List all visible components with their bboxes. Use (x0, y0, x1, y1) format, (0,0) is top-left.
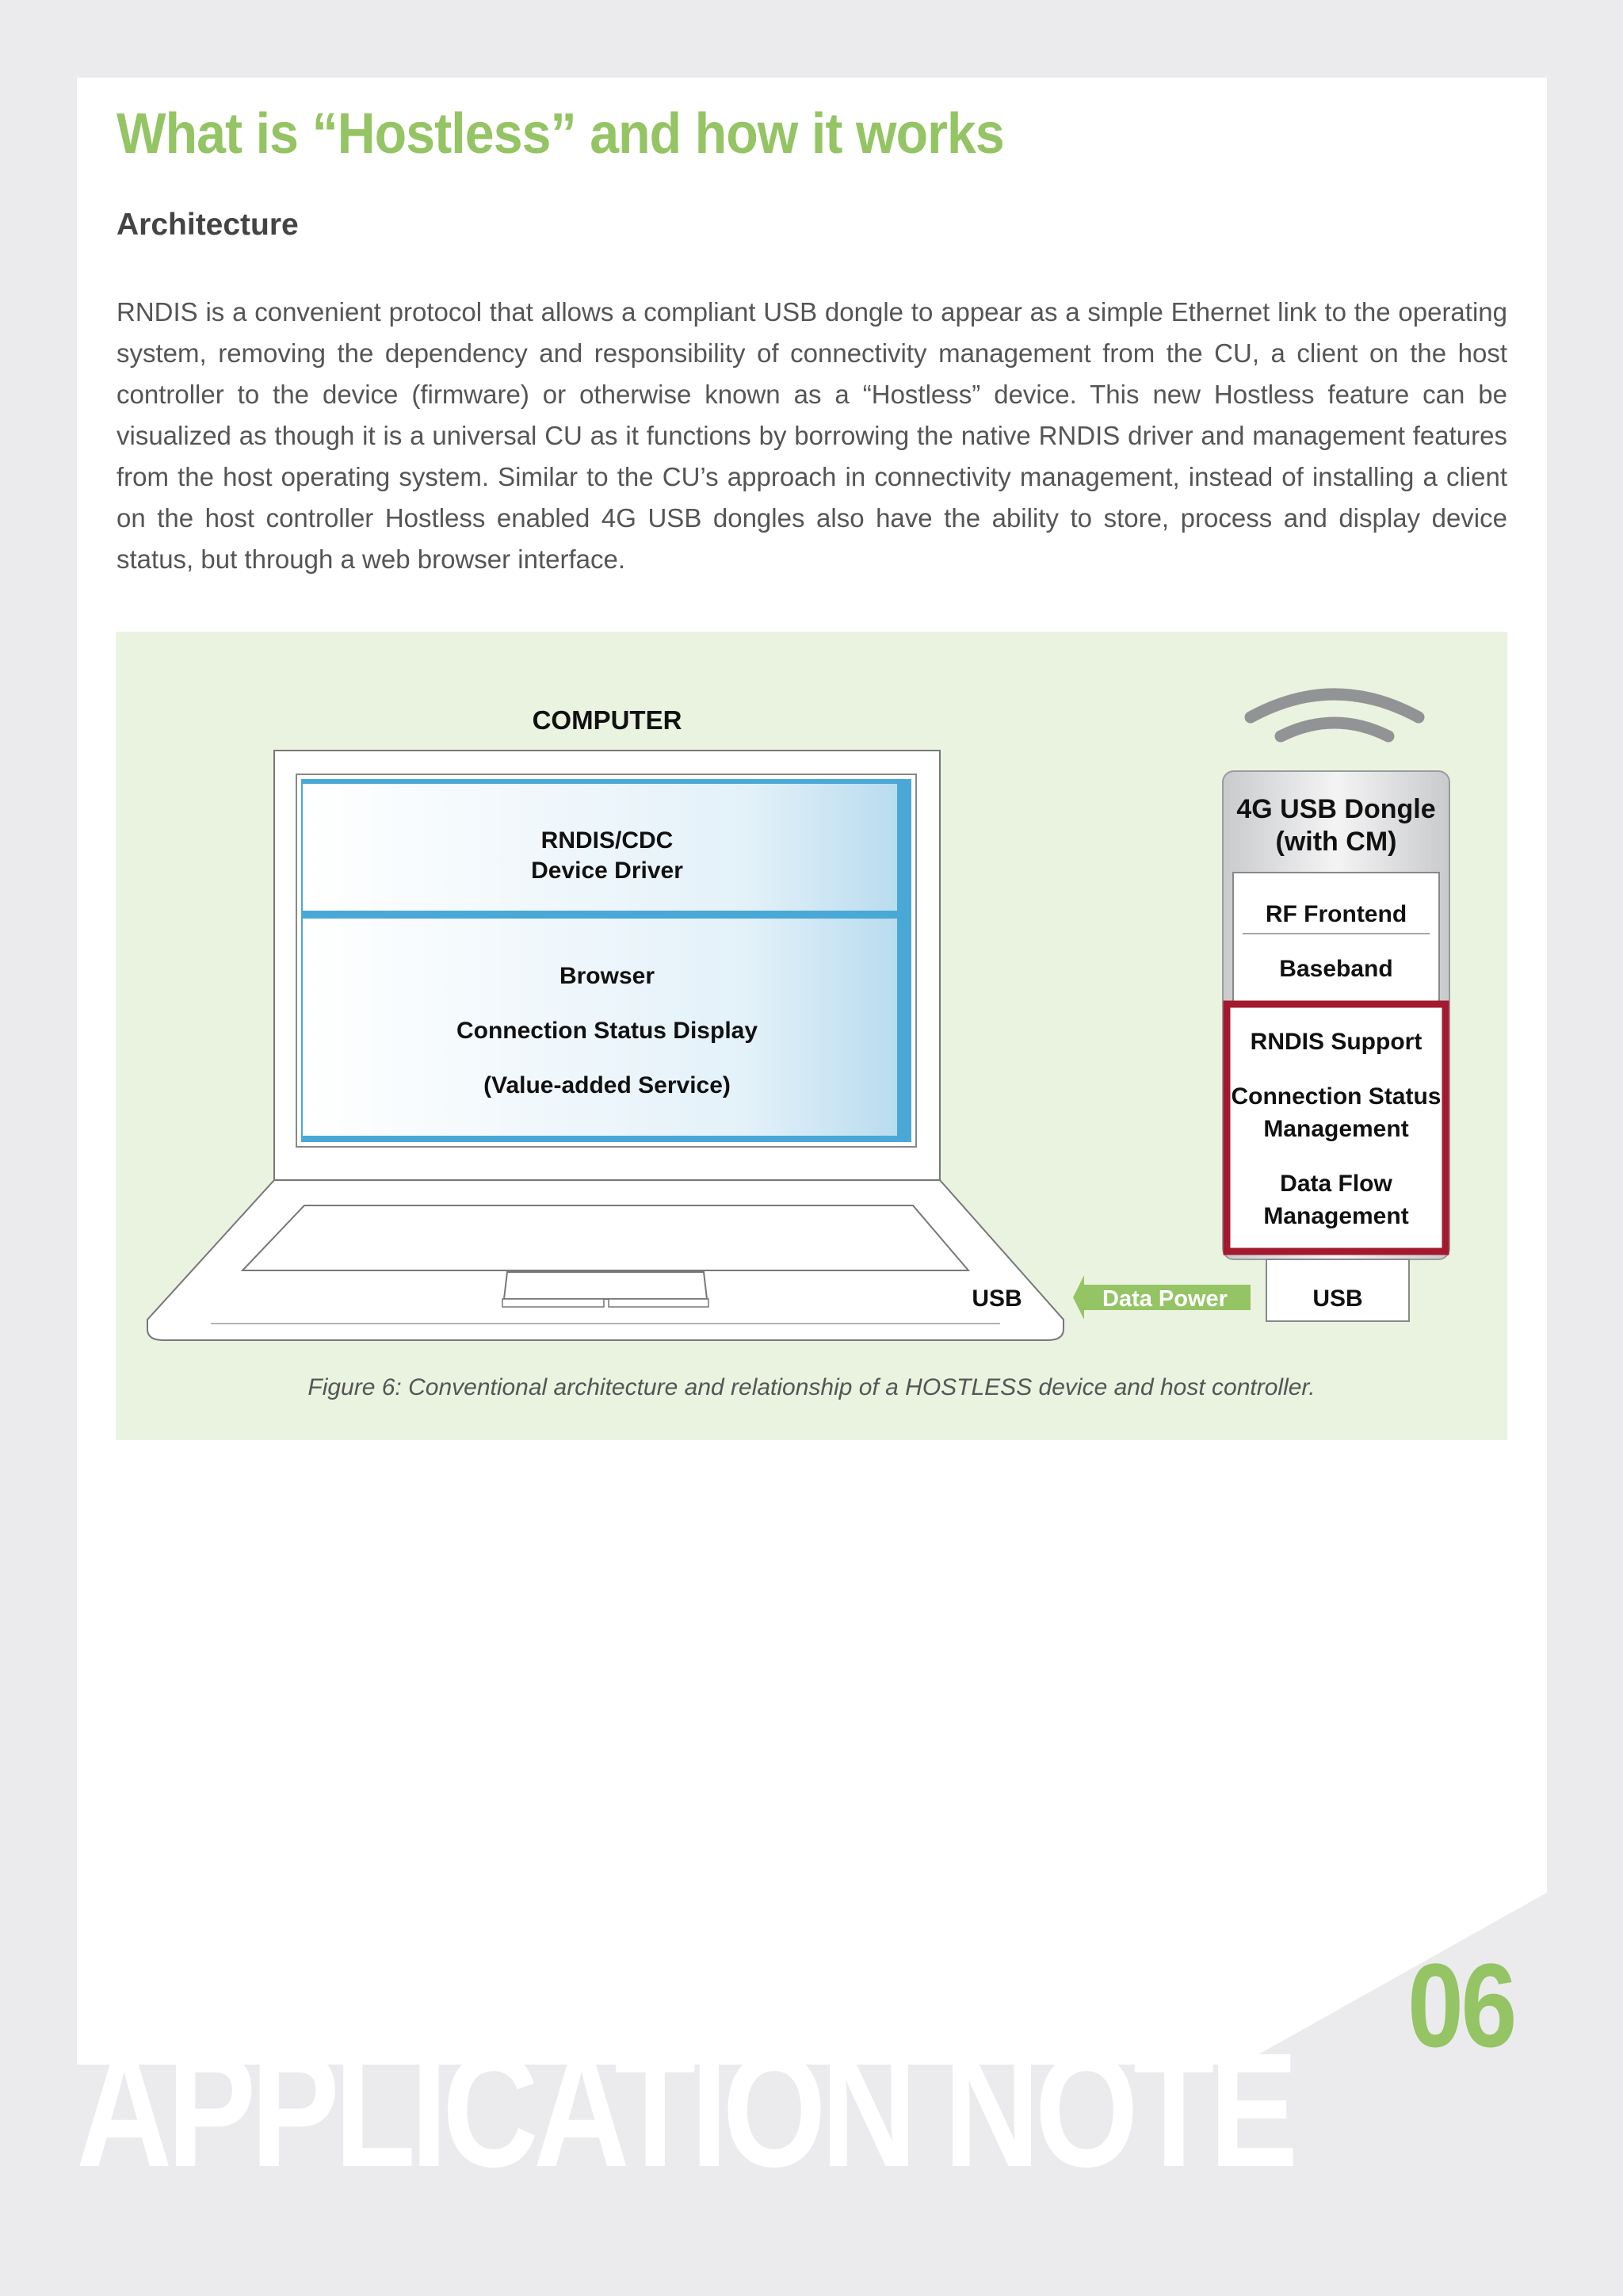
body-paragraph: RNDIS is a convenient protocol that allows a compliant USB dongle to appear as a simple Ethernet link to the operating system, removing the dependency and responsibility of connectivity management from the CU, a client on the host controller to the device (firmware) or otherwise known as a “Hostless” device. This new Hostless feature can be visualized as though it is a universal CU as it functions by borrowing the native RNDIS driver and management features from the host operating system. Similar to the CU’s approach in connectivity management, instead of installing a client on the host controller Hostless enabled 4G USB dongles also have the ability to store, process and display device status, but through a web browser interface. (116, 297, 1507, 574)
architecture-diagram (116, 632, 1507, 1440)
right-click-button (609, 1299, 708, 1307)
wireless-signal-icon (1251, 694, 1419, 736)
laptop-base (147, 1180, 1064, 1340)
value-added-service-label: (Value-added Service) (483, 1072, 731, 1098)
driver-label-line1: RNDIS/CDC (540, 827, 674, 854)
laptop-usb-label: USB (972, 1286, 1022, 1312)
baseband-label: Baseband (1279, 956, 1393, 982)
connection-status-mgmt-line1: Connection Status (1231, 1083, 1442, 1110)
rndis-support-label: RNDIS Support (1250, 1029, 1423, 1055)
trackpad (504, 1272, 707, 1299)
rf-frontend-label: RF Frontend (1265, 901, 1407, 927)
section-heading: Architecture (116, 208, 299, 242)
left-click-button (502, 1299, 604, 1307)
dongle-title-line2: (with CM) (1275, 827, 1397, 857)
driver-label-line2: Device Driver (531, 858, 683, 884)
page-title: What is “Hostless” and how it works (116, 102, 1004, 166)
figure-panel (116, 632, 1507, 1440)
data-power-label: Data Power (1102, 1286, 1228, 1312)
application-note-watermark: APPLICATION NOTE (76, 2019, 1293, 2201)
dongle-title-line1: 4G USB Dongle (1236, 794, 1436, 824)
figure-caption: Figure 6: Conventional architecture and relationship of a HOSTLESS device and host controller. (307, 1374, 1316, 1400)
connection-status-display-label: Connection Status Display (456, 1018, 758, 1044)
data-flow-mgmt-line2: Management (1263, 1203, 1409, 1229)
browser-label: Browser (559, 963, 655, 989)
computer-label: COMPUTER (532, 705, 682, 735)
dongle-usb-label: USB (1312, 1286, 1363, 1312)
page-number: 06 (1407, 1939, 1515, 2072)
data-flow-mgmt-line1: Data Flow (1280, 1171, 1392, 1197)
connection-status-mgmt-line2: Management (1263, 1116, 1409, 1142)
